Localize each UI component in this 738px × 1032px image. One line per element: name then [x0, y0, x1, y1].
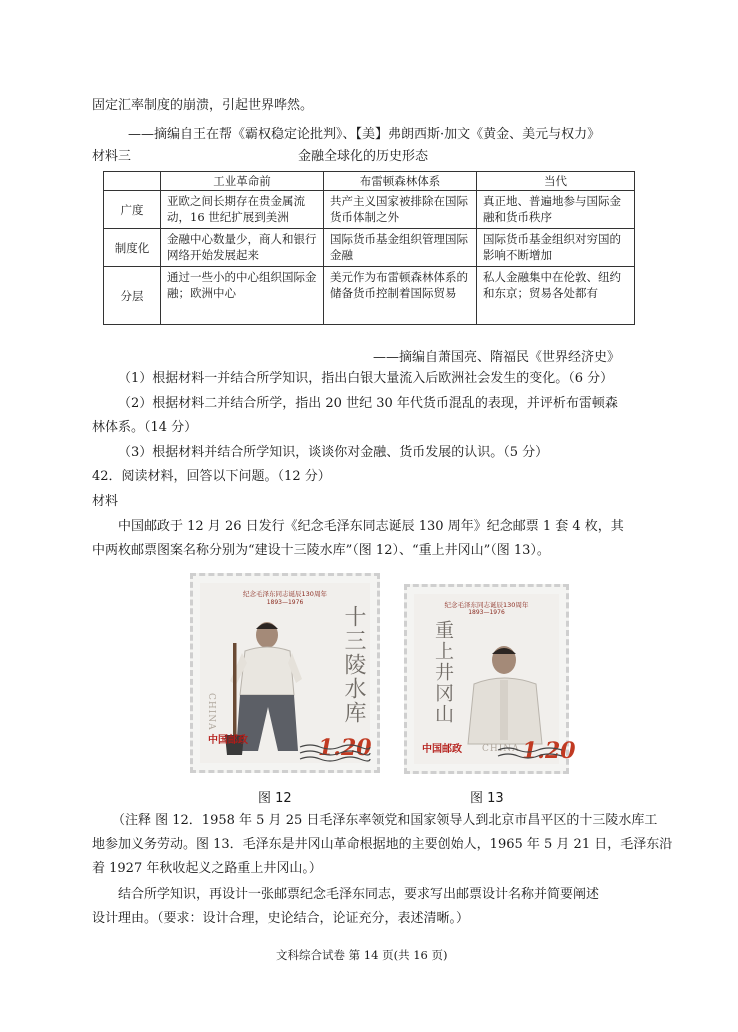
task-line-1: 结合所学知识，再设计一张邮票纪念毛泽东同志，要求写出邮票设计名称并简要阐述	[118, 887, 600, 902]
row-header: 制度化	[104, 229, 161, 267]
stamp-china-text: CHINA	[206, 693, 216, 731]
table-row	[104, 191, 635, 229]
material-3-label: 材料三	[92, 149, 132, 164]
stamp-header-text: 纪念毛泽东同志诞辰130周年	[444, 601, 529, 609]
finance-history-table	[103, 171, 635, 325]
note-line-3: 着 1927 年秋收起义之路重上井冈山。）	[92, 861, 322, 876]
stamp-image-area	[414, 594, 576, 764]
china-post-label: 中国邮政	[422, 744, 462, 755]
question-1: （1）根据材料一并结合所学知识，指出白银大量流入后欧洲社会发生的变化。（6 分）	[118, 371, 614, 386]
material-label: 材料	[92, 494, 119, 509]
table-cell: 亚欧之间长期存在贵金属流动，16 世纪扩展到美洲	[161, 191, 324, 229]
stamp-figure-13	[404, 584, 576, 774]
row-header: 广度	[104, 191, 161, 229]
caption-figure-13: 图 13	[470, 791, 504, 806]
table-cell: 共产主义国家被排除在国际货币体制之外	[324, 191, 477, 229]
page-footer: 文科综合试卷 第 14 页(共 16 页)	[276, 948, 448, 962]
postmark-lines	[498, 746, 562, 764]
question-2-line-2: 林体系。（14 分）	[92, 420, 198, 435]
source-citation-1: ——摘编自王在帮《霸权稳定论批判》、【美】弗朗西斯·加文《黄金、美元与权力》	[128, 127, 601, 142]
stamp-face-value: 1.20	[522, 738, 576, 764]
table-header-row	[104, 172, 635, 191]
note-line-1: （注释 图 12．1958 年 5 月 25 日毛泽东率领党和国家领导人到北京市昌平区的十三陵水库工	[112, 813, 658, 828]
table-row	[104, 229, 635, 267]
question-42: 42．阅读材料，回答以下问题。（12 分）	[92, 469, 331, 484]
table-cell: 美元作为布雷顿森林体系的储备货币控制着国际贸易	[324, 267, 477, 325]
table-cell: 真正地、普遍地参与国际金融和货币秩序	[477, 191, 635, 229]
stamp-figure-12	[190, 573, 380, 773]
stamp-calligraphy-12: 十三陵水库	[341, 605, 366, 725]
stamp-face-value: 1.20	[318, 735, 372, 761]
row-header: 分层	[104, 267, 161, 325]
question-2-line-1: （2）根据材料二并结合所学，指出 20 世纪 30 年代货币混乱的表现，并评析布雷顿森	[118, 396, 618, 411]
table-cell: 金融中心数量少，商人和银行网络开始发展起来	[161, 229, 324, 267]
stamp-years: 1893—1976	[266, 599, 304, 606]
table-header-cell: 工业革命前	[161, 172, 324, 191]
table-header-cell: 当代	[477, 172, 635, 191]
stamp-china-text: CHINA	[482, 744, 520, 754]
table-cell: 通过一些小的中心组织国际金融；欧洲中心	[161, 267, 324, 325]
china-post-label: 中国邮政	[208, 735, 248, 746]
question-3: （3）根据材料并结合所学知识，谈谈你对金融、货币发展的认识。（5 分）	[118, 445, 549, 460]
table-row	[104, 267, 635, 325]
material-paragraph-line-1: 中国邮政于 12 月 26 日发行《纪念毛泽东同志诞辰 130 周年》纪念邮票 1 套 4 枚，其	[118, 519, 624, 534]
table-cell: 国际货币基金组织管理国际金融	[324, 229, 477, 267]
postmark-lines	[300, 743, 370, 763]
material-paragraph-line-2: 中两枚邮票图案名称分别为“建设十三陵水库”（图 12）、“重上井冈山”（图 13）。	[92, 543, 550, 558]
source-citation-2: ——摘编自萧国亮、隋福民《世界经济史》	[373, 350, 621, 365]
stamp-calligraphy-13: 重上井冈山	[432, 620, 454, 725]
table-header-cell: 布雷顿森林体系	[324, 172, 477, 191]
caption-figure-12: 图 12	[258, 791, 292, 806]
note-line-2: 地参加义务劳动。图 13．毛泽东是井冈山革命根据地的主要创始人，1965 年 5 月 21 日，毛泽东沿	[92, 837, 673, 852]
stamp-header-text: 纪念毛泽东同志诞辰130周年	[243, 590, 327, 598]
table-cell: 私人金融集中在伦敦、纽约和东京；贸易各处都有	[477, 267, 635, 325]
stamp-years: 1893—1976	[468, 609, 505, 616]
stamp-image-area	[200, 583, 370, 763]
table-title: 金融全球化的历史形态	[298, 149, 429, 164]
table-cell: 国际货币基金组织对穷国的影响不断增加	[477, 229, 635, 267]
task-line-2: 设计理由。（要求：设计合理，史论结合，论证充分，表述清晰。）	[92, 911, 470, 926]
text-line-collapse: 固定汇率制度的崩溃，引起世界哗然。	[92, 98, 314, 113]
table-header-cell	[104, 172, 161, 191]
